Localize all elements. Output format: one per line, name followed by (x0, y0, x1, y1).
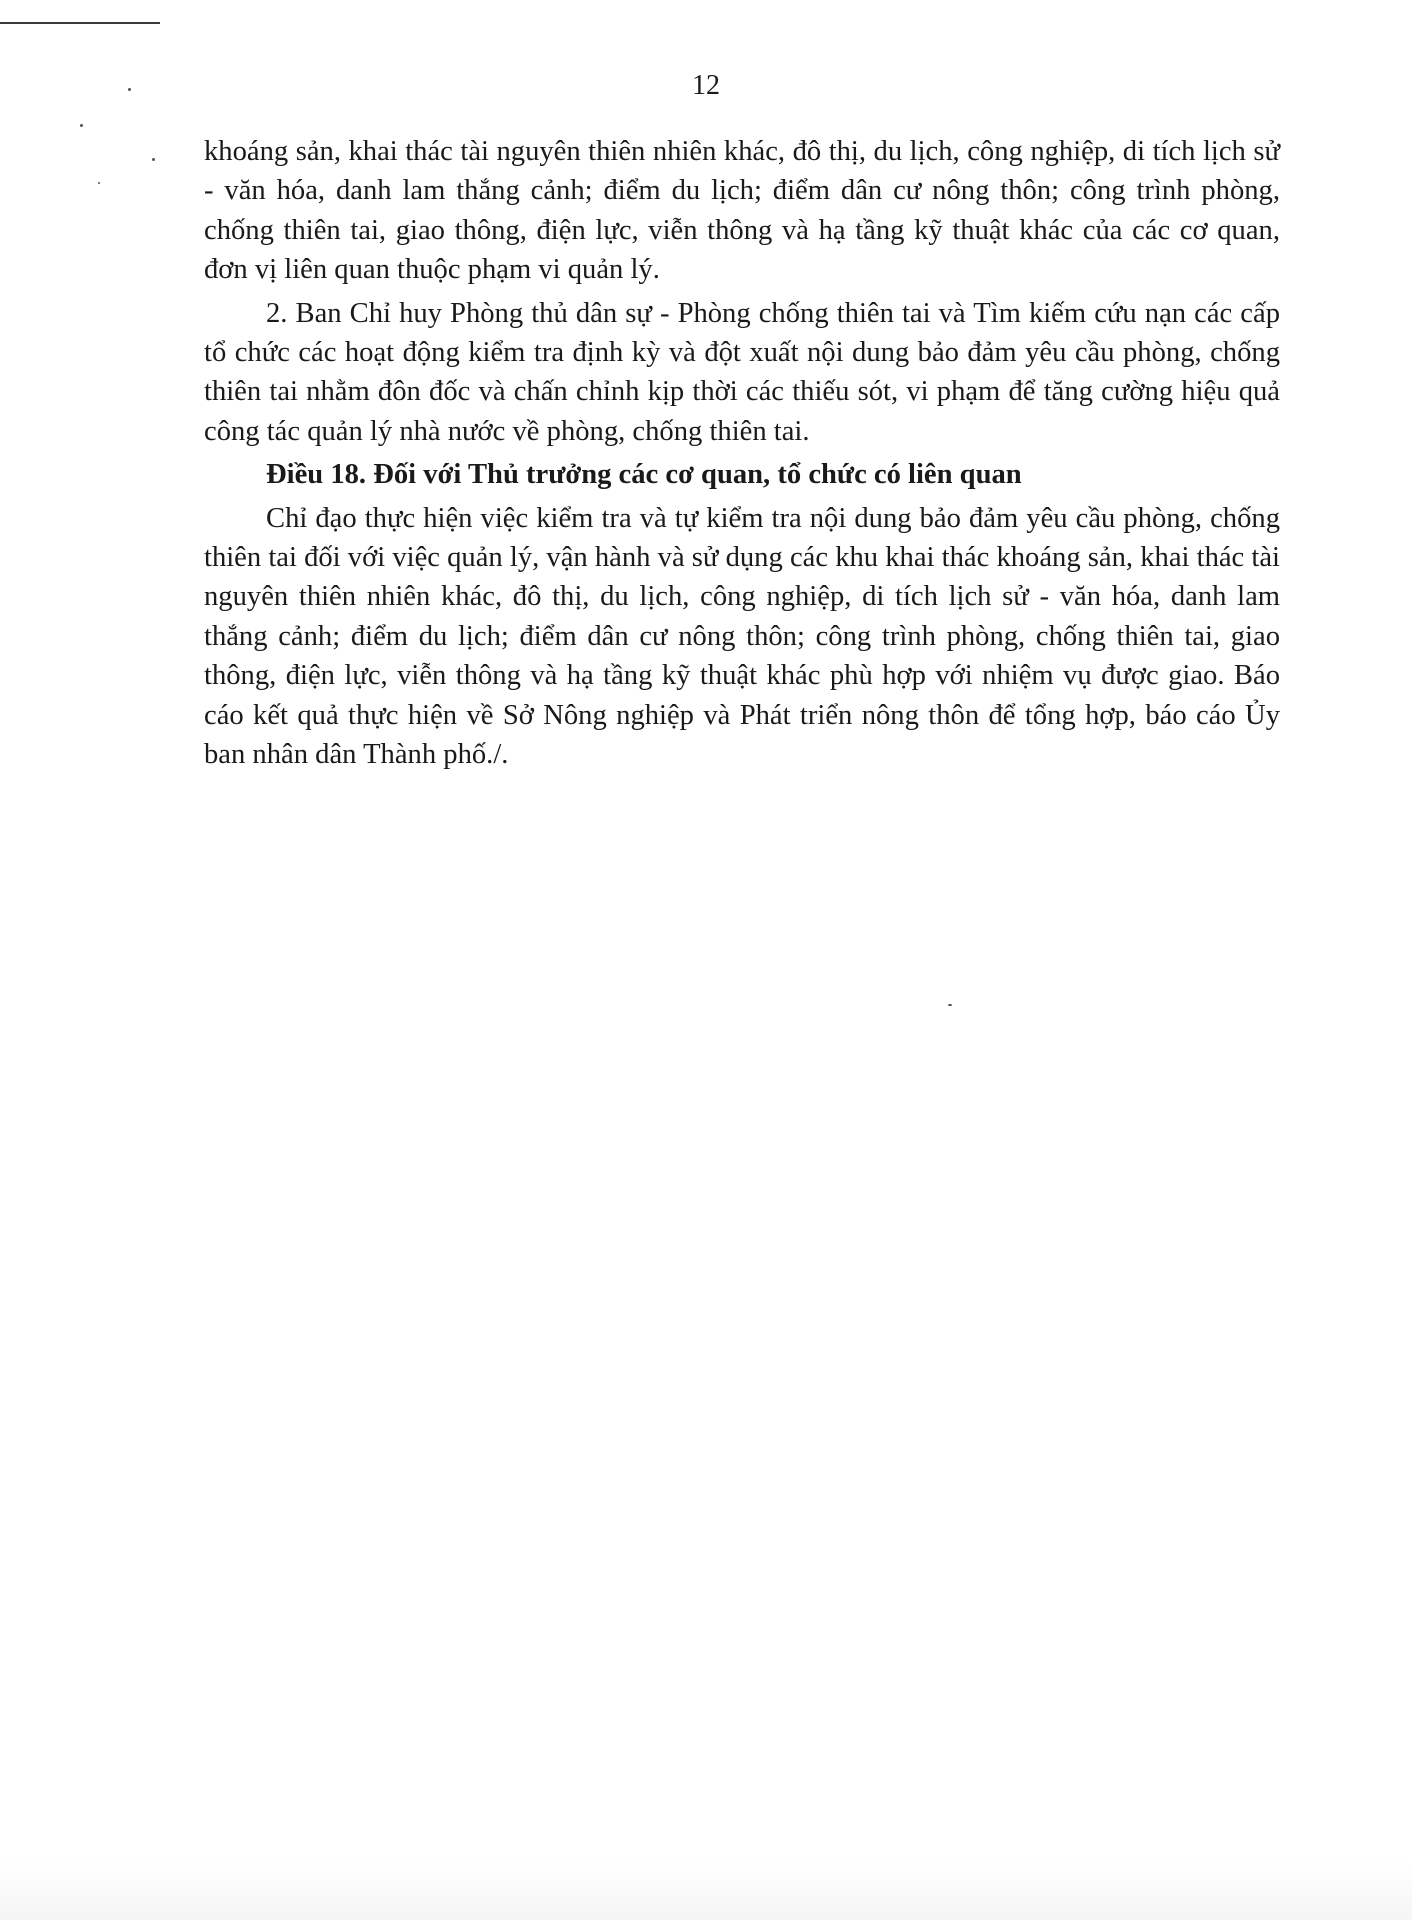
scan-speck (80, 124, 83, 127)
scan-artifact-line (0, 22, 160, 24)
scan-speck (98, 182, 100, 184)
document-body (204, 132, 1280, 775)
article-18-heading: Điều 18. Đối với Thủ trưởng các cơ quan, tổ chức có liên quan (266, 459, 1022, 491)
scan-speck (948, 1004, 952, 1006)
article-18-body: Chỉ đạo thực hiện việc kiểm tra và tự kiểm tra nội dung bảo đảm yêu cầu phòng, chống thiên tai đối với việc quản lý, vận hành và sử dụng các khu khai thác khoáng sản, khai thác tài nguyên thiên nhiên khác, đô thị, du lịch, công nghiệp, di tích lịch sử - văn hóa, danh lam thắng cảnh; điểm du lịch; điểm dân cư nông thôn; công trình phòng, chống thiên tai, giao thông, điện lực, viễn thông và hạ tầng kỹ thuật khác phù hợp với nhiệm vụ được giao. Báo cáo kết quả thực hiện về Sở Nông nghiệp và Phát triển nông thôn để tổng hợp, báo cáo Ủy ban nhân dân Thành phố./. (204, 502, 1280, 771)
page-number: 12 (692, 70, 720, 101)
scan-speck (152, 158, 155, 161)
paragraph-continuation: khoáng sản, khai thác tài nguyên thiên nhiên khác, đô thị, du lịch, công nghiệp, di tích lịch sử - văn hóa, danh lam thắng cảnh; điểm du lịch; điểm dân cư nông thôn; công trình phòng, chống thiên tai, giao thông, điện lực, viễn thông và hạ tầng kỹ thuật khác của các cơ quan, đơn vị liên quan thuộc phạm vi quản lý. (204, 136, 1280, 286)
scan-bottom-edge (0, 1860, 1412, 1920)
paragraph-item-2: 2. Ban Chỉ huy Phòng thủ dân sự - Phòng chống thiên tai và Tìm kiếm cứu nạn các cấp tổ chức các hoạt động kiểm tra định kỳ và đột xuất nội dung bảo đảm yêu cầu phòng, chống thiên tai nhằm đôn đốc và chấn chỉnh kịp thời các thiếu sót, vi phạm để tăng cường hiệu quả công tác quản lý nhà nước về phòng, chống thiên tai. (204, 297, 1280, 447)
